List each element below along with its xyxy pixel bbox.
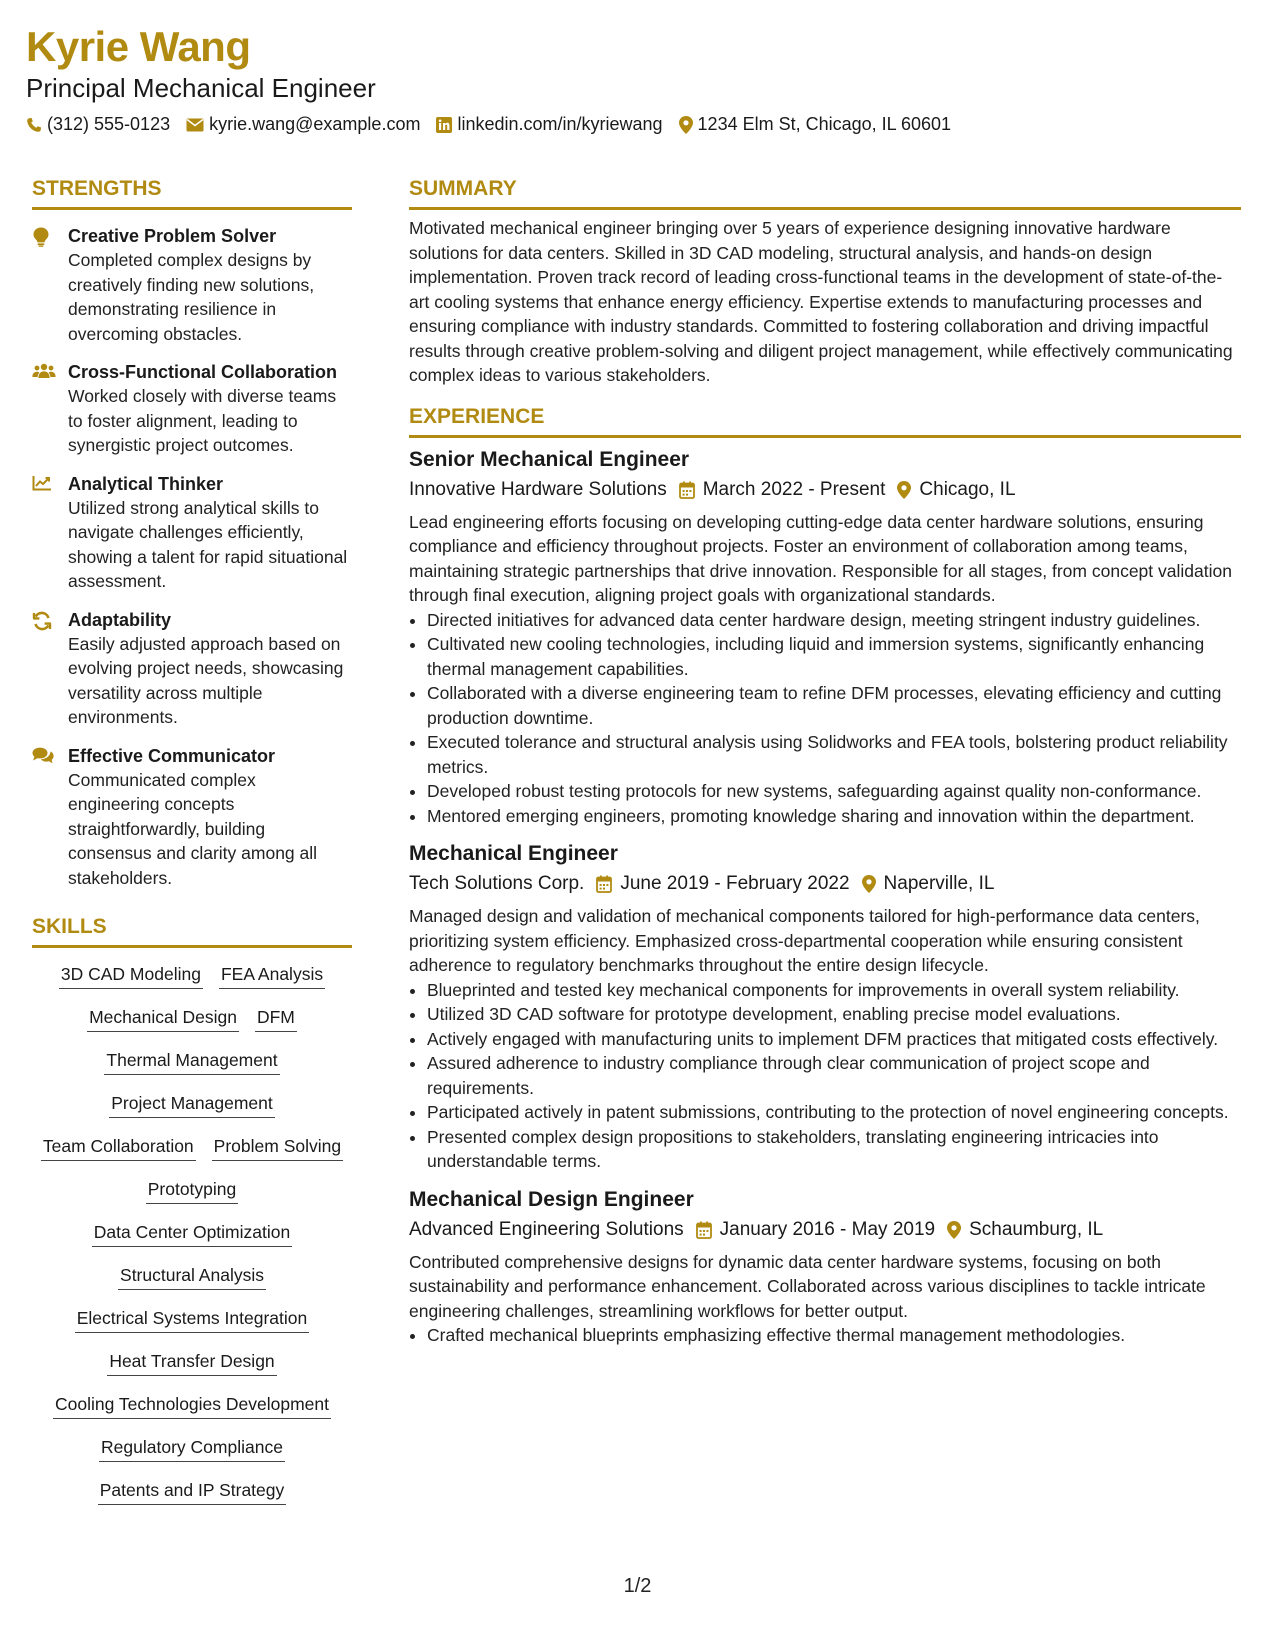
calendar-icon: [679, 481, 695, 499]
strength-desc: Utilized strong analytical skills to navigate challenges efficiently, showing a talent for rapid situational assessment.: [68, 497, 348, 591]
strength-item: [32, 224, 352, 346]
line-chart-icon: [32, 475, 52, 491]
contact-address: [679, 114, 952, 135]
job-company: Tech Solutions Corp.: [409, 873, 585, 894]
job-bullet: • Crafted mechanical blueprints emphasizing effective thermal management methodologies.: [427, 1323, 1241, 1348]
job-dates: January 2016 - May 2019: [719, 1218, 936, 1240]
users-icon: [32, 363, 56, 379]
job-entry: [409, 1186, 1241, 1348]
map-marker-icon: [862, 875, 876, 893]
skill-tag: Prototyping: [146, 1177, 239, 1204]
job-dates: March 2022 - Present: [702, 478, 886, 500]
candidate-role: Principal Mechanical Engineer: [26, 73, 376, 103]
sync-icon: [32, 611, 52, 631]
skill-tag: 3D CAD Modeling: [59, 962, 203, 989]
job-bullets: [409, 1323, 1241, 1348]
strength-item: [32, 608, 352, 730]
job-location-wrap: [897, 476, 1015, 504]
job-bullet: • Presented complex design propositions to stakeholders, translating engineering intricacies into understandable terms.: [427, 1125, 1241, 1174]
job-company: Innovative Hardware Solutions: [409, 478, 667, 500]
job-location: Naperville, IL: [883, 873, 995, 894]
strength-item: [32, 744, 352, 891]
contact-phone: [26, 114, 170, 135]
skills-list: [32, 962, 352, 1505]
job-location: Schaumburg, IL: [969, 1218, 1104, 1240]
calendar-icon: [696, 1221, 712, 1239]
map-marker-icon: [897, 481, 911, 499]
job-dates-wrap: [596, 870, 849, 898]
strength-desc: Worked closely with diverse teams to foster alignment, leading to synergistic project outcomes.: [68, 386, 337, 455]
skill-tag: DFM: [255, 1005, 297, 1032]
job-location-wrap: [862, 870, 995, 898]
skill-tag: FEA Analysis: [219, 962, 325, 989]
skill-tag: Team Collaboration: [41, 1134, 196, 1161]
map-marker-icon: [679, 116, 693, 134]
job-title: Mechanical Engineer: [409, 842, 618, 865]
job-bullet: • Actively engaged with manufacturing units to implement DFM practices that mitigated costs effectively.: [427, 1027, 1241, 1052]
strength-desc: Easily adjusted approach based on evolving project needs, showcasing versatility across multiple environments.: [68, 633, 344, 727]
job-bullet: • Participated actively in patent submissions, contributing to the protection of novel engineering concepts.: [427, 1100, 1241, 1125]
job-bullets: [409, 978, 1241, 1174]
job-meta: [409, 870, 1241, 898]
job-company: Advanced Engineering Solutions: [409, 1218, 684, 1240]
skill-tag: Thermal Management: [104, 1048, 279, 1075]
job-bullet: • Executed tolerance and structural analysis using Solidworks and FEA tools, bolstering product reliability metrics.: [427, 730, 1241, 779]
job-dates-wrap: [679, 476, 886, 504]
strength-title: Analytical Thinker: [68, 473, 224, 494]
skill-tag: Electrical Systems Integration: [75, 1306, 310, 1333]
strength-desc: Communicated complex engineering concepts straightforwardly, building consensus and clarity among all stakeholders.: [68, 769, 318, 888]
strengths-section: [32, 174, 352, 890]
job-entry: [409, 840, 1241, 1174]
skill-tag: Cooling Technologies Development: [53, 1392, 331, 1419]
contact-bar: [26, 114, 1246, 135]
email-address: kyrie.wang@example.com: [209, 114, 421, 134]
job-bullet: • Mentored emerging engineers, promoting knowledge sharing and innovation within the department.: [427, 804, 1241, 829]
skill-tag: Patents and IP Strategy: [98, 1478, 287, 1505]
experience-title: EXPERIENCE: [409, 404, 545, 428]
job-bullet: • Developed robust testing protocols for new systems, safeguarding against quality non-conformance.: [427, 779, 1241, 804]
strength-title: Creative Problem Solver: [68, 226, 277, 246]
strength-item: [32, 472, 352, 594]
job-dates: June 2019 - February 2022: [620, 873, 850, 894]
job-entry: [409, 446, 1241, 829]
left-column: [32, 174, 352, 1505]
summary-section: [409, 174, 1241, 388]
job-dates-wrap: [696, 1216, 935, 1244]
job-bullet: • Assured adherence to industry compliance through clear communication of project scope and requirements.: [427, 1051, 1241, 1100]
job-bullet: • Blueprinted and tested key mechanical components for improvements in overall system reliability.: [427, 978, 1241, 1003]
linkedin-icon: [436, 117, 452, 133]
right-column: [409, 174, 1241, 1348]
strength-title: Cross-Functional Collaboration: [68, 362, 338, 382]
skill-tag: Problem Solving: [212, 1134, 343, 1161]
section-divider: [409, 207, 1241, 210]
strength-desc: Completed complex designs by creatively finding new solutions, demonstrating resilience in overcoming obstacles.: [68, 250, 315, 344]
summary-title: SUMMARY: [409, 177, 517, 200]
contact-linkedin: [436, 114, 662, 135]
comments-icon: [32, 747, 54, 765]
section-divider: [32, 945, 352, 948]
section-divider: [409, 435, 1241, 438]
calendar-icon: [596, 875, 612, 893]
map-marker-icon: [947, 1221, 961, 1239]
job-bullet: • Cultivated new cooling technologies, including liquid and immersion systems, significantly enhancing thermal management capabilities.: [427, 632, 1241, 681]
candidate-name: Kyrie Wang: [26, 23, 251, 70]
job-bullets: [409, 608, 1241, 829]
experience-section: [409, 402, 1241, 1348]
skill-tag: Heat Transfer Design: [107, 1349, 276, 1376]
envelope-icon: [186, 118, 204, 132]
skill-tag: Mechanical Design: [87, 1005, 239, 1032]
street-address: 1234 Elm St, Chicago, IL 60601: [697, 114, 952, 134]
linkedin-url: linkedin.com/in/kyriewang: [457, 114, 663, 134]
strength-title: Effective Communicator: [68, 745, 276, 766]
job-location-wrap: [947, 1216, 1103, 1244]
summary-text: Motivated mechanical engineer bringing over 5 years of experience designing innovative hardware solutions for data centers. Skilled in 3D CAD modeling, structural analysis, and hands-on design implementation. Proven track record of leading cross-functional teams in the development of state-of-the-art cooling systems that enhance energy efficiency. Expertise extends to manufacturing processes and ensuring compliance with industry standards. Committed to fostering collaboration and driving impactful results through creative problem-solving and diligent project management, while effectively communicating complex ideas to various stakeholders.: [409, 218, 1233, 385]
contact-email: [186, 114, 420, 135]
job-bullet: • Collaborated with a diverse engineering team to refine DFM processes, elevating efficiency and cutting production downtime.: [427, 681, 1241, 730]
section-divider: [32, 207, 352, 210]
resume-header: [26, 22, 1246, 135]
job-bullet: • Utilized 3D CAD software for prototype development, enabling precise model evaluations.: [427, 1002, 1241, 1027]
strength-item: [32, 360, 352, 458]
job-title: Mechanical Design Engineer: [409, 1187, 694, 1211]
job-meta: [409, 476, 1241, 504]
job-description: Managed design and validation of mechanical components tailored for high-performance data centers, prioritizing system efficiency. Emphasized cross-departmental cooperation while ensuring consistent adherence to regulatory benchmarks throughout the entire design lifecycle.: [409, 906, 1200, 975]
job-description: Contributed comprehensive designs for dynamic data center hardware systems, focusing on both sustainability and performance enhancement. Collaborated across various disciplines to tackle intricate engineering challenges, streamlining workflows for better output.: [409, 1251, 1206, 1321]
skill-tag: Regulatory Compliance: [99, 1435, 285, 1462]
job-location: Chicago, IL: [919, 478, 1016, 500]
job-description: Lead engineering efforts focusing on developing cutting-edge data center hardware solutions, ensuring compliance and efficiency throughout projects. Foster an environment of collaboration among teams, maintaining strategic partnerships that drive innovation. Responsible for all stages, from concept validation through final execution, aligning project goals with organizational standards.: [409, 511, 1232, 605]
skill-tag: Project Management: [109, 1091, 274, 1118]
job-meta: [409, 1216, 1241, 1244]
phone-icon: [26, 117, 42, 133]
lightbulb-icon: [32, 227, 50, 247]
page-number: 1/2: [623, 1575, 652, 1597]
skill-tag: Data Center Optimization: [92, 1220, 292, 1247]
skills-title: SKILLS: [32, 915, 107, 938]
phone-number: (312) 555-0123: [47, 114, 171, 134]
skill-tag: Structural Analysis: [118, 1263, 266, 1290]
job-bullet: • Directed initiatives for advanced data center hardware design, meeting stringent industry guidelines.: [427, 608, 1241, 633]
job-title: Senior Mechanical Engineer: [409, 447, 690, 471]
strength-title: Adaptability: [68, 609, 172, 630]
strengths-title: STRENGTHS: [32, 177, 162, 200]
skills-section: [32, 912, 352, 1505]
